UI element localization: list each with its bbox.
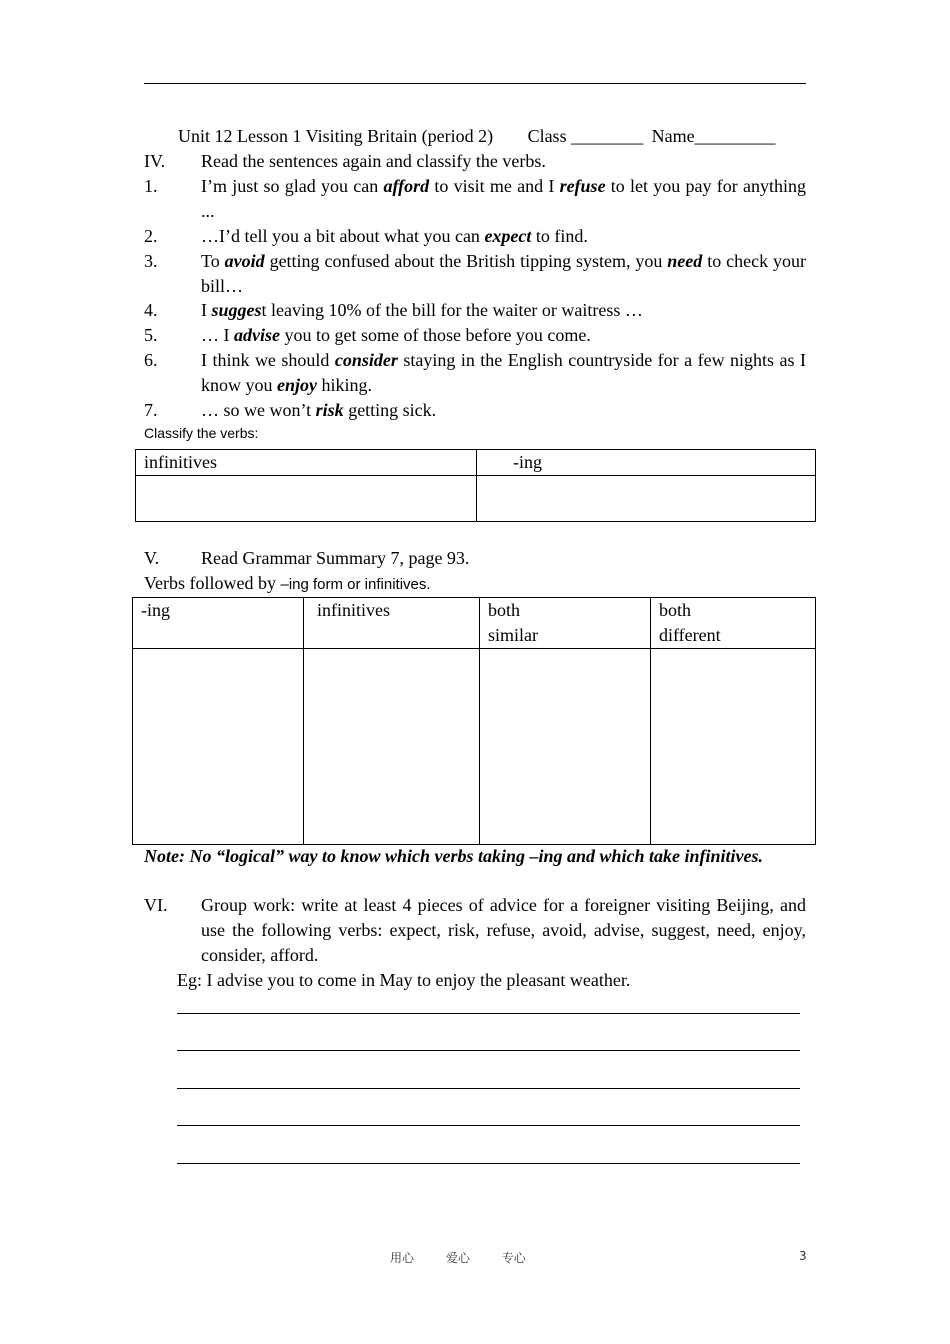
text: to visit me and I [429, 176, 560, 196]
class-field: Class ________ [527, 126, 644, 146]
header-rule [144, 83, 806, 84]
answer-line[interactable] [177, 1088, 800, 1089]
text: hiking. [317, 375, 373, 395]
answer-cell-ing[interactable] [477, 476, 816, 522]
name-field: Name_________ [651, 126, 776, 146]
verb: advise [234, 325, 280, 345]
answer-cell-both-similar[interactable] [480, 649, 651, 845]
text: I [201, 300, 212, 320]
section-5-subtitle [144, 571, 806, 597]
section-instruction: Read Grammar Summary 7, page 93. [201, 548, 470, 568]
answer-cell-infinitives[interactable] [136, 476, 477, 522]
verb: need [667, 251, 703, 271]
worksheet-title: Unit 12 Lesson 1 Visiting Britain (period 2) [178, 126, 494, 146]
answer-cell-ing[interactable] [133, 649, 304, 845]
example-sentence: Eg: I advise you to come in May to enjoy the pleasant weather. [177, 970, 631, 990]
answer-line[interactable] [177, 1125, 800, 1126]
verbs-table [132, 597, 816, 845]
text: … so we won’t [201, 400, 316, 420]
section-5-heading [144, 546, 806, 571]
header-ing: -ing [133, 598, 304, 649]
answer-cell-both-different[interactable] [651, 649, 816, 845]
note: Note: No “logical” way to know which verbs taking –ing and which take infinitives. [144, 846, 764, 866]
verb: consider [334, 350, 398, 370]
sentence-item [144, 174, 806, 224]
sentence-item [144, 323, 806, 348]
text: to find. [531, 226, 588, 246]
verb: avoid [224, 251, 265, 271]
subtitle-text: Verbs followed by [144, 573, 281, 593]
item-number: 5. [144, 325, 158, 345]
section-number: IV. [144, 151, 166, 171]
sentence-item [144, 224, 806, 249]
verb: expect [484, 226, 532, 246]
text: … I [201, 325, 234, 345]
item-number: 2. [144, 226, 158, 246]
text: …I’d tell you a bit about what you can [201, 226, 485, 246]
motto-word: 用心 [390, 1251, 415, 1265]
item-number: 7. [144, 400, 158, 420]
sentence-item [144, 348, 806, 398]
sentence-item [144, 298, 806, 323]
verb: refuse [559, 176, 606, 196]
item-number: 6. [144, 350, 158, 370]
text: to let you pay for anything ... [201, 176, 806, 221]
header-ing: -ing [477, 450, 816, 476]
section-4-heading [144, 149, 806, 174]
header-infinitives: infinitives [304, 598, 480, 649]
item-number: 3. [144, 251, 158, 271]
text: To [201, 251, 225, 271]
sentence-item [144, 249, 806, 299]
section-instruction: Read the sentences again and classify the verbs. [201, 151, 546, 171]
classify-table [135, 449, 816, 522]
text: I’m just so glad you can [201, 176, 384, 196]
text: you to get some of those before you come. [279, 325, 591, 345]
header-infinitives: infinitives [136, 450, 477, 476]
text: staying in the English countryside for a few nights as I know you [201, 350, 806, 395]
motto-word: 爱心 [445, 1251, 470, 1265]
classify-label: Classify the verbs: [144, 425, 259, 441]
verb: risk [315, 400, 344, 420]
text: t leaving 10% of the bill for the waiter or waitress … [261, 300, 643, 320]
answer-line[interactable] [177, 1013, 800, 1014]
text: I think we should [201, 350, 335, 370]
motto-word: 专心 [501, 1251, 526, 1265]
answer-line[interactable] [177, 1163, 800, 1164]
answer-cell-infinitives[interactable] [304, 649, 480, 845]
text: getting confused about the British tipping system, you [264, 251, 668, 271]
item-number: 1. [144, 176, 158, 196]
section-instruction: Group work: write at least 4 pieces of advice for a foreigner visiting Beijing, and use the following verbs: expect, risk, refuse, avoid, advise, suggest, need, enjoy, consider, afford. [201, 895, 806, 965]
section-6-heading [144, 893, 806, 968]
text: to check your bill… [201, 251, 806, 296]
section-number: V. [144, 548, 160, 568]
header-both-similar: both similar [480, 598, 651, 649]
text: getting sick. [343, 400, 437, 420]
worksheet-header [144, 124, 806, 149]
answer-line[interactable] [177, 1050, 800, 1051]
page-number: 3 [799, 1249, 807, 1263]
verb: sugges [211, 300, 262, 320]
sentence-item [144, 398, 806, 423]
verb: enjoy [277, 375, 317, 395]
footer-motto [390, 1249, 526, 1266]
header-both-different: both different [651, 598, 816, 649]
verb: afford [383, 176, 430, 196]
subtitle-text: –ing form or infinitives. [280, 576, 431, 593]
item-number: 4. [144, 300, 158, 320]
section-number: VI. [144, 895, 168, 915]
